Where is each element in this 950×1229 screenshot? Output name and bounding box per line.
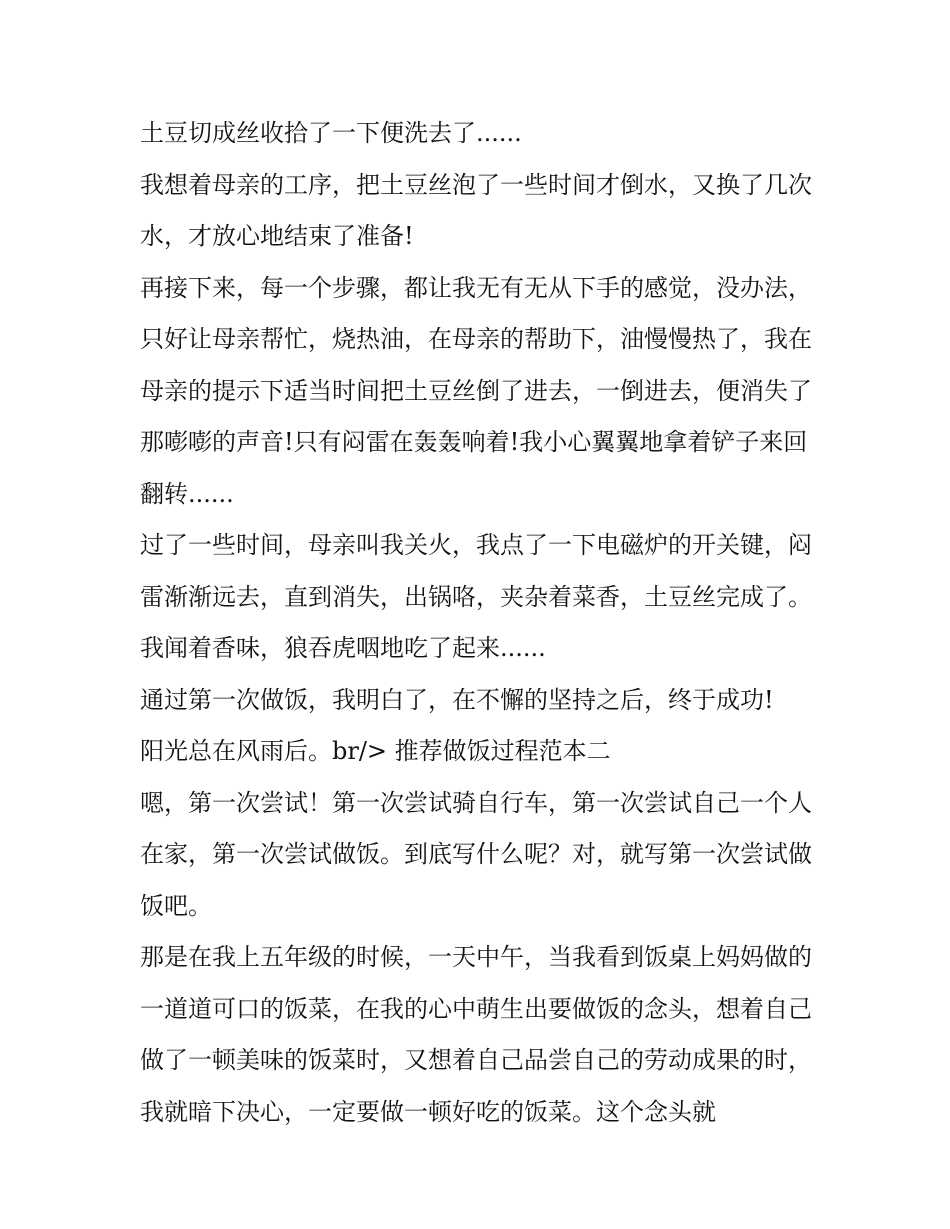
paragraph-7: 嗯，第一次尝试！第一次尝试骑自行车，第一次尝试自己一个人在家，第一次尝试做饭。到底写什么呢？对，就写第一次尝试做饭吧。 [140, 788, 812, 920]
paragraph-3: 再接下来，每一个步骤，都让我无有无从下手的感觉，没办法，只好让母亲帮忙，烧热油，在母亲的帮助下，油慢慢热了，我在母亲的提示下适当时间把土豆丝倒了进去，一倒进去，便消失了那嘭嘭的声音!只有闷雷在轰轰响着!我小心翼翼地拿着铲子来回翻转...... [140, 273, 812, 508]
paragraph-1: 土豆切成丝收拾了一下便洗去了...... [140, 119, 522, 147]
paragraph-5: 通过第一次做饭，我明白了，在不懈的坚持之后，终于成功! [140, 685, 774, 714]
paragraph-6: 阳光总在风雨后。br/> 推荐做饭过程范本二 [140, 737, 611, 765]
document-body [140, 108, 812, 1138]
paragraph-4: 过了一些时间，母亲叫我关火，我点了一下电磁炉的开关键，闷雷渐渐远去，直到消失，出锅咯，夹杂着菜香，土豆丝完成了。 我闻着香味，狼吞虎咽地吃了起来...... [140, 531, 812, 662]
paragraph-8: 那是在我上五年级的时候，一天中午，当我看到饭桌上妈妈做的一道道可口的饭菜，在我的心中萌生出要做饭的念头，想着自己做了一顿美味的饭菜时，又想着自己品尝自己的劳动成果的时，我就暗下决心，一定要做一顿好吃的饭菜。这个念头就 [140, 943, 812, 1126]
paragraph-2: 我想着母亲的工序，把土豆丝泡了一些时间才倒水，又换了几次水，才放心地结束了准备! [140, 170, 812, 250]
